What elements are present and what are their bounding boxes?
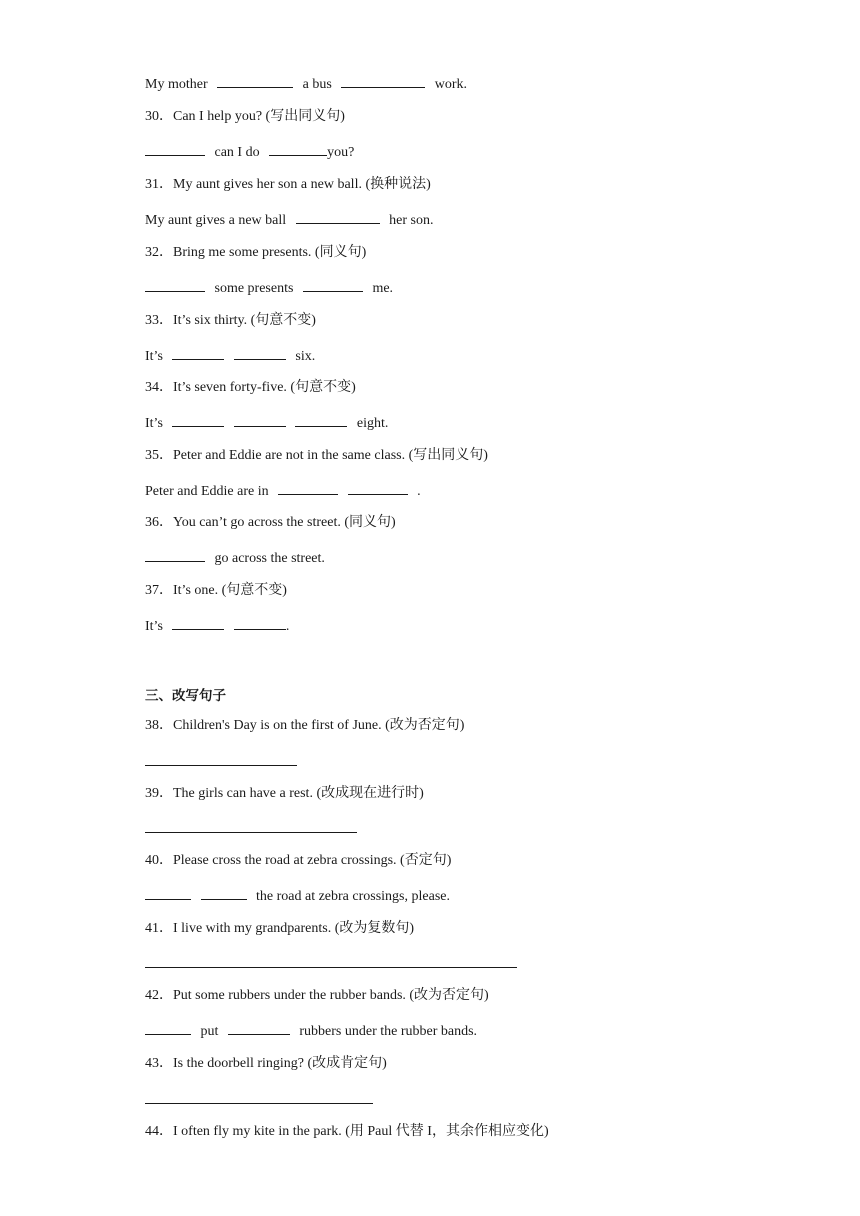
question-34: 34．It’s seven forty-five. (句意不变) xyxy=(145,380,356,395)
text-fragment: My mother xyxy=(145,77,208,92)
question-37: 37．It’s one. (句意不变) xyxy=(145,583,287,598)
question-32: 32．Bring me some presents. (同义句) xyxy=(145,245,367,260)
exercise-29-answer-line xyxy=(145,74,467,94)
text-fragment: My aunt gives a new ball xyxy=(145,213,287,228)
question-35-answer-line xyxy=(145,481,421,501)
text-fragment: It’s xyxy=(145,349,163,364)
question-34-answer-line xyxy=(145,413,388,433)
question-32-answer-line xyxy=(145,278,393,298)
question-44: 44．I often fly my kite in the park. (用 Paul 代替 I，其余作相应变化) xyxy=(145,1124,549,1139)
question-33-answer-line xyxy=(145,346,315,366)
answer-blank[interactable] xyxy=(296,210,380,224)
answer-blank[interactable] xyxy=(217,74,293,88)
text-fragment: It’s xyxy=(145,416,163,431)
question-40: 40．Please cross the road at zebra crossings. (否定句) xyxy=(145,853,452,868)
text-fragment: . xyxy=(417,484,421,499)
text-fragment: put xyxy=(200,1024,219,1039)
text-fragment: you? xyxy=(327,145,355,160)
question-39: 39．The girls can have a rest. (改成现在进行时) xyxy=(145,786,424,801)
text-fragment: Peter and Eddie are in xyxy=(145,484,269,499)
text-fragment: the road at zebra crossings, please. xyxy=(256,889,450,904)
question-41: 41．I live with my grandparents. (改为复数句) xyxy=(145,921,415,936)
text-fragment: some presents xyxy=(214,281,294,296)
answer-blank[interactable] xyxy=(145,142,205,156)
text-fragment: work. xyxy=(434,77,468,92)
answer-blank[interactable] xyxy=(201,886,247,900)
text-fragment: rubbers under the rubber bands. xyxy=(299,1024,478,1039)
text-fragment: a bus xyxy=(302,77,332,92)
answer-line[interactable] xyxy=(145,967,517,968)
answer-blank[interactable] xyxy=(234,413,286,427)
answer-blank[interactable] xyxy=(172,346,224,360)
answer-blank[interactable] xyxy=(234,346,286,360)
answer-blank[interactable] xyxy=(228,1021,290,1035)
answer-blank[interactable] xyxy=(145,886,191,900)
question-33: 33．It’s six thirty. (句意不变) xyxy=(145,313,316,328)
answer-blank[interactable] xyxy=(145,1021,191,1035)
answer-blank[interactable] xyxy=(303,278,363,292)
question-38: 38．Children's Day is on the first of June. (改为否定句) xyxy=(145,718,465,733)
answer-blank[interactable] xyxy=(172,616,224,630)
answer-blank[interactable] xyxy=(295,413,347,427)
question-30-answer-line xyxy=(145,142,354,162)
text-fragment: It’s xyxy=(145,619,163,634)
question-42-answer-line xyxy=(145,1021,477,1041)
text-fragment: . xyxy=(285,619,290,634)
question-31-answer-line xyxy=(145,210,433,230)
text-fragment: six. xyxy=(295,349,316,364)
answer-blank[interactable] xyxy=(269,142,327,156)
text-fragment: can I do xyxy=(214,145,260,160)
answer-blank[interactable] xyxy=(278,481,338,495)
question-36-answer-line xyxy=(145,548,325,568)
answer-blank[interactable] xyxy=(341,74,425,88)
text-fragment: her son. xyxy=(389,213,434,228)
answer-blank[interactable] xyxy=(145,548,205,562)
answer-line[interactable] xyxy=(145,1103,373,1104)
question-30: 30．Can I help you? (写出同义句) xyxy=(145,109,345,124)
section-heading: 三、改写句子 xyxy=(145,688,226,704)
text-fragment: me. xyxy=(372,281,394,296)
question-40-answer-line xyxy=(145,886,450,906)
answer-line[interactable] xyxy=(145,765,297,766)
question-36: 36．You can’t go across the street. (同义句) xyxy=(145,515,396,530)
question-43: 43．Is the doorbell ringing? (改成肯定句) xyxy=(145,1056,387,1071)
question-31: 31．My aunt gives her son a new ball. (换种说法) xyxy=(145,177,431,192)
answer-blank[interactable] xyxy=(234,616,286,630)
answer-blank[interactable] xyxy=(172,413,224,427)
answer-blank[interactable] xyxy=(145,278,205,292)
question-37-answer-line xyxy=(145,616,289,636)
question-42: 42．Put some rubbers under the rubber bands. (改为否定句) xyxy=(145,988,489,1003)
text-fragment: eight. xyxy=(356,416,389,431)
text-fragment: go across the street. xyxy=(214,551,325,566)
answer-blank[interactable] xyxy=(348,481,408,495)
question-35: 35．Peter and Eddie are not in the same class. (写出同义句) xyxy=(145,448,488,463)
answer-line[interactable] xyxy=(145,832,357,833)
